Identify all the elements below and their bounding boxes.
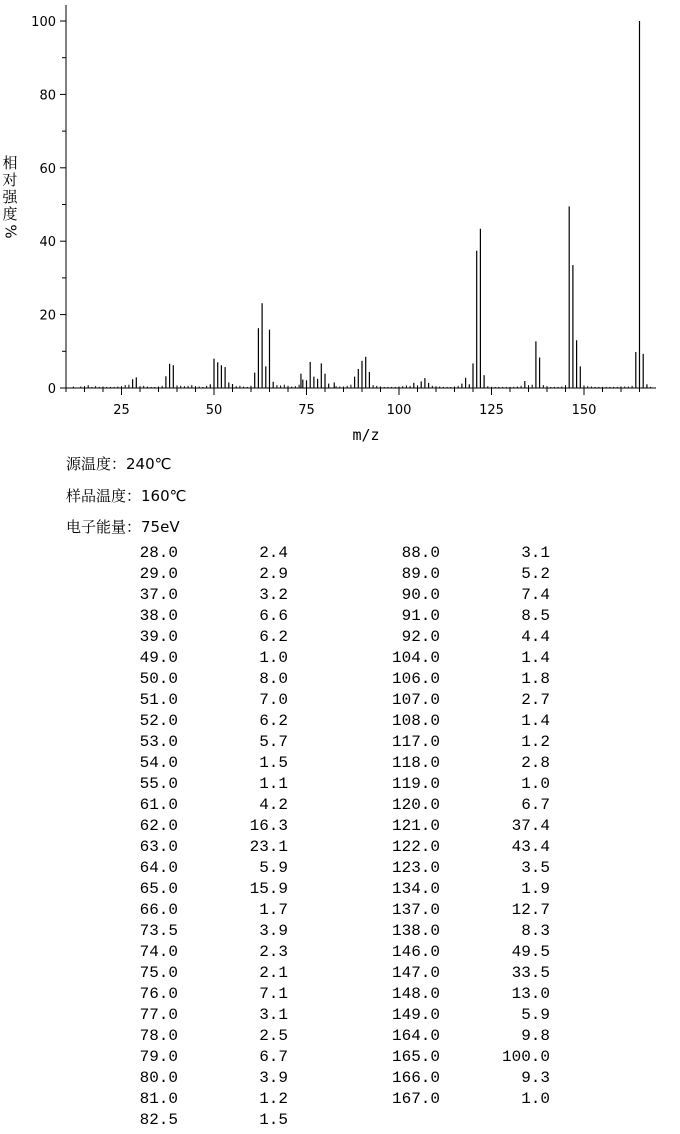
peak-intensity: 6.2 — [259, 712, 288, 730]
peak-intensity: 9.8 — [521, 1027, 550, 1045]
peak-mz: 37.0 — [139, 586, 178, 604]
peak-table-row — [0, 648, 680, 669]
peak-table-row — [0, 900, 680, 921]
y-tick-label: 60 — [39, 161, 56, 177]
peak-intensity: 2.9 — [259, 565, 288, 583]
peak-mz: 79.0 — [139, 1048, 178, 1066]
peak-table-row — [0, 774, 680, 795]
peak-table-row — [0, 879, 680, 900]
peak-mz: 66.0 — [139, 901, 178, 919]
peak-intensity: 8.3 — [521, 922, 550, 940]
peak-table-row — [0, 564, 680, 585]
peak-intensity: 12.7 — [511, 901, 550, 919]
peak-mz: 55.0 — [139, 775, 178, 793]
peak-mz: 88.0 — [401, 544, 440, 562]
y-tick-label: 40 — [39, 235, 56, 251]
electron-energy: 电子能量：75eV — [66, 518, 180, 536]
y-tick-label: 0 — [47, 382, 56, 397]
peak-table-row — [0, 1005, 680, 1026]
peak-mz: 38.0 — [139, 607, 178, 625]
peak-intensity: 1.2 — [521, 733, 550, 751]
peak-table-row — [0, 753, 680, 774]
peak-intensity: 43.4 — [511, 838, 550, 856]
peak-table-row — [0, 732, 680, 753]
y-axis-title — [2, 155, 18, 240]
peak-intensity: 1.5 — [259, 1111, 288, 1129]
peak-intensity: 1.0 — [521, 775, 550, 793]
peak-table-row — [0, 1110, 680, 1131]
peak-intensity: 6.7 — [259, 1048, 288, 1066]
peak-intensity: 3.9 — [259, 922, 288, 940]
peak-intensity: 1.9 — [521, 880, 550, 898]
peak-mz: 134.0 — [391, 880, 440, 898]
peak-mz: 89.0 — [401, 565, 440, 583]
peak-intensity: 2.7 — [521, 691, 550, 709]
peak-intensity: 23.1 — [249, 838, 288, 856]
peak-mz: 122.0 — [391, 838, 440, 856]
peak-mz: 120.0 — [391, 796, 440, 814]
peak-intensity: 8.5 — [521, 607, 550, 625]
peak-intensity: 6.7 — [521, 796, 550, 814]
peak-mz: 147.0 — [391, 964, 440, 982]
peak-mz: 62.0 — [139, 817, 178, 835]
x-tick-label: 100 — [386, 403, 412, 418]
y-axis-unit: % — [1, 224, 20, 239]
peak-mz: 54.0 — [139, 754, 178, 772]
peak-mz: 28.0 — [139, 544, 178, 562]
peak-table-row — [0, 690, 680, 711]
y-tick-label: 80 — [39, 88, 56, 104]
peak-intensity: 100.0 — [501, 1048, 550, 1066]
peak-intensity: 4.4 — [521, 628, 550, 646]
peak-mz: 39.0 — [139, 628, 178, 646]
peak-intensity: 37.4 — [511, 817, 550, 835]
peak-intensity: 2.4 — [259, 544, 288, 562]
peak-mz: 137.0 — [391, 901, 440, 919]
peak-mz: 63.0 — [139, 838, 178, 856]
peak-intensity: 5.7 — [259, 733, 288, 751]
peak-intensity: 2.8 — [521, 754, 550, 772]
peak-mz: 166.0 — [391, 1069, 440, 1087]
peak-table-row — [0, 921, 680, 942]
peak-mz: 49.0 — [139, 649, 178, 667]
peak-intensity: 7.4 — [521, 586, 550, 604]
peak-mz: 121.0 — [391, 817, 440, 835]
peak-intensity: 1.4 — [521, 712, 550, 730]
peak-mz: 91.0 — [401, 607, 440, 625]
peak-table-row — [0, 816, 680, 837]
peak-table-row — [0, 963, 680, 984]
x-tick-label: 50 — [205, 403, 223, 418]
peak-mz: 51.0 — [139, 691, 178, 709]
peak-intensity: 5.2 — [521, 565, 550, 583]
sample-temperature: 样品温度：160℃ — [66, 487, 187, 505]
peak-mz: 52.0 — [139, 712, 178, 730]
peak-intensity: 3.1 — [521, 544, 550, 562]
peak-intensity: 7.0 — [259, 691, 288, 709]
peak-intensity: 2.3 — [259, 943, 288, 961]
spectrum-peaks — [73, 21, 650, 388]
peak-table-row — [0, 585, 680, 606]
peak-table-row — [0, 984, 680, 1005]
peak-intensity: 6.6 — [259, 607, 288, 625]
peak-intensity: 7.1 — [259, 985, 288, 1003]
peak-mz: 61.0 — [139, 796, 178, 814]
peak-intensity: 2.5 — [259, 1027, 288, 1045]
peak-intensity: 1.5 — [259, 754, 288, 772]
peak-table-row — [0, 942, 680, 963]
peak-intensity: 2.1 — [259, 964, 288, 982]
peak-mz: 167.0 — [391, 1090, 440, 1108]
peak-intensity: 3.1 — [259, 1006, 288, 1024]
x-axis-title: m/z — [352, 426, 380, 444]
peak-table-row — [0, 711, 680, 732]
peak-mz: 107.0 — [391, 691, 440, 709]
peak-mz: 123.0 — [391, 859, 440, 877]
peak-mz: 77.0 — [139, 1006, 178, 1024]
peak-mz: 138.0 — [391, 922, 440, 940]
peak-mz: 73.5 — [139, 922, 178, 940]
peak-mz: 104.0 — [391, 649, 440, 667]
peak-mz: 90.0 — [401, 586, 440, 604]
y-tick-label: 20 — [39, 308, 56, 324]
peak-mz: 65.0 — [139, 880, 178, 898]
peak-intensity: 49.5 — [511, 943, 550, 961]
peak-mz: 119.0 — [391, 775, 440, 793]
y-axis — [31, 5, 66, 397]
peak-mz: 50.0 — [139, 670, 178, 688]
y-axis-title-text: 相对强度 — [2, 154, 18, 223]
peak-mz: 146.0 — [391, 943, 440, 961]
peak-mz: 106.0 — [391, 670, 440, 688]
peak-intensity: 6.2 — [259, 628, 288, 646]
mass-spectrum-chart — [0, 0, 680, 450]
peak-intensity: 1.1 — [259, 775, 288, 793]
x-tick-label: 25 — [113, 403, 130, 418]
peak-mz: 108.0 — [391, 712, 440, 730]
peak-mz: 148.0 — [391, 985, 440, 1003]
peak-intensity: 3.2 — [259, 586, 288, 604]
peak-mz: 164.0 — [391, 1027, 440, 1045]
peak-mz: 165.0 — [391, 1048, 440, 1066]
peak-intensity: 1.0 — [521, 1090, 550, 1108]
peak-intensity: 1.4 — [521, 649, 550, 667]
x-tick-label: 75 — [298, 403, 315, 418]
x-tick-label: 150 — [571, 403, 597, 418]
peak-table-row — [0, 795, 680, 816]
peak-intensity: 9.3 — [521, 1069, 550, 1087]
peak-intensity: 5.9 — [521, 1006, 550, 1024]
peak-mz: 81.0 — [139, 1090, 178, 1108]
peak-table-row — [0, 1068, 680, 1089]
peak-intensity: 1.7 — [259, 901, 288, 919]
peak-mz: 75.0 — [139, 964, 178, 982]
peak-intensity: 8.0 — [259, 670, 288, 688]
peak-table-row — [0, 1047, 680, 1068]
y-tick-label: 100 — [31, 15, 56, 30]
peak-table-row — [0, 669, 680, 690]
peak-mz: 64.0 — [139, 859, 178, 877]
peak-table-row — [0, 837, 680, 858]
peak-table-row — [0, 1089, 680, 1110]
peak-table-row — [0, 543, 680, 564]
peak-mz: 118.0 — [391, 754, 440, 772]
peak-table-row — [0, 858, 680, 879]
peak-intensity: 15.9 — [249, 880, 288, 898]
x-tick-label: 125 — [479, 403, 504, 418]
peak-mz: 29.0 — [139, 565, 178, 583]
peak-intensity: 33.5 — [511, 964, 550, 982]
peak-mz: 149.0 — [391, 1006, 440, 1024]
peak-intensity: 3.5 — [521, 859, 550, 877]
peak-mz: 92.0 — [401, 628, 440, 646]
peak-intensity: 4.2 — [259, 796, 288, 814]
peak-mz: 78.0 — [139, 1027, 178, 1045]
source-temperature: 源温度：240℃ — [66, 455, 172, 473]
peak-mz: 80.0 — [139, 1069, 178, 1087]
x-axis — [66, 388, 656, 418]
peak-intensity: 3.9 — [259, 1069, 288, 1087]
peak-intensity: 1.0 — [259, 649, 288, 667]
peak-mz: 76.0 — [139, 985, 178, 1003]
peak-table-row — [0, 1026, 680, 1047]
peak-intensity: 13.0 — [511, 985, 550, 1003]
peak-mz: 82.5 — [139, 1111, 178, 1129]
peak-mz: 74.0 — [139, 943, 178, 961]
peak-mz: 117.0 — [391, 733, 440, 751]
peak-mz: 53.0 — [139, 733, 178, 751]
peak-intensity: 1.8 — [521, 670, 550, 688]
peak-table-row — [0, 606, 680, 627]
peak-intensity: 16.3 — [249, 817, 288, 835]
peak-table-row — [0, 627, 680, 648]
peak-intensity: 1.2 — [259, 1090, 288, 1108]
peak-intensity: 5.9 — [259, 859, 288, 877]
